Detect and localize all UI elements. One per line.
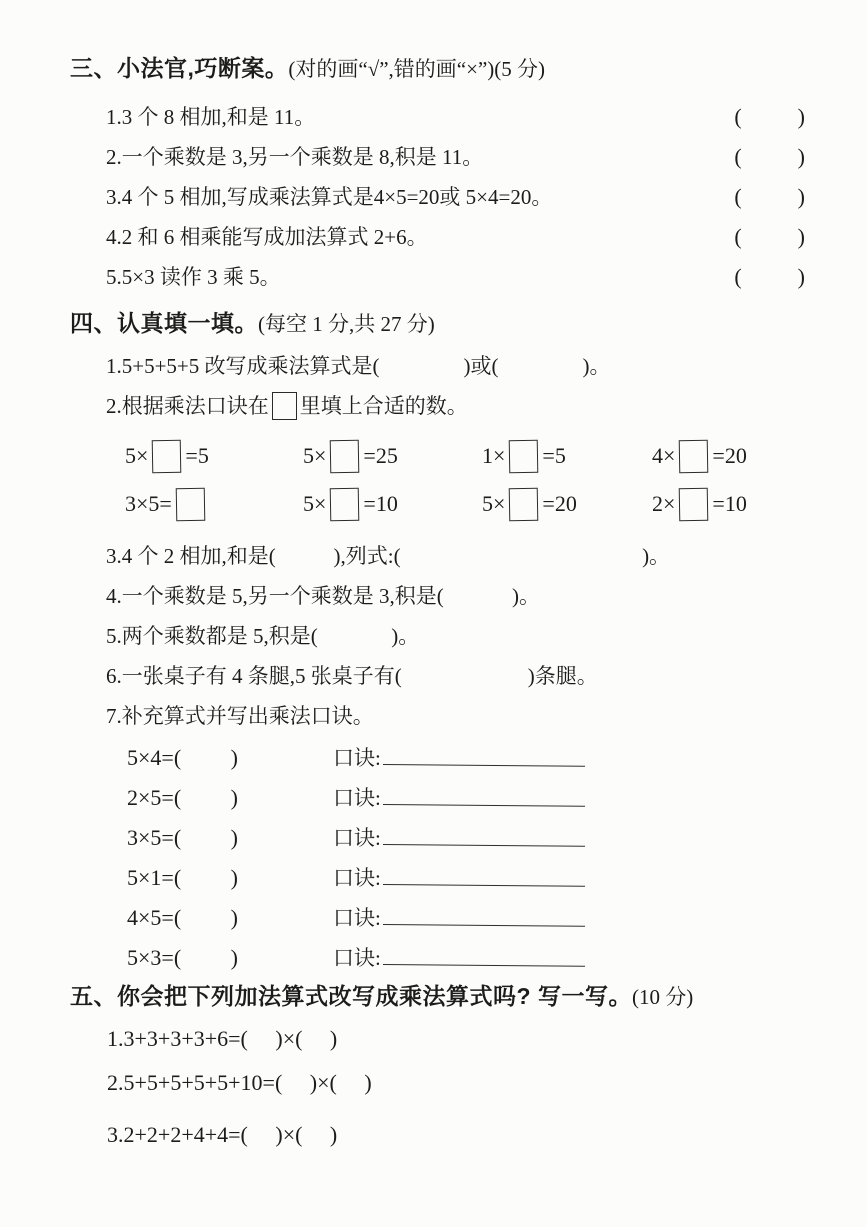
- paren-open: (: [734, 104, 742, 129]
- answer-box: [679, 439, 709, 473]
- kouju-label: 口诀:: [333, 786, 381, 810]
- kouju-expr: 2×5=( ): [127, 785, 238, 810]
- equation-pre: 5×: [125, 443, 149, 468]
- answer-box: [272, 392, 297, 420]
- kouju-expr: 5×3=( ): [127, 945, 238, 970]
- equation-cell: [303, 432, 482, 480]
- section-fill-title-text: 四、认真填一填。: [70, 310, 258, 336]
- equation-post: =20: [712, 443, 747, 468]
- kouju-expr: 5×1=( ): [127, 865, 238, 890]
- judge-item: [70, 97, 827, 137]
- kouju-row: [70, 936, 827, 976]
- kouju-expr: 4×5=( ): [127, 905, 238, 930]
- rewrite-item: 3.2+2+2+4+4=( )×( ): [107, 1122, 338, 1147]
- kouju-row: [70, 856, 827, 896]
- fill-q4: 4.一个乘数是 5,另一个乘数是 3,积是( )。: [106, 584, 540, 608]
- answer-box: [330, 439, 360, 473]
- section-fill-title: [70, 307, 827, 340]
- answer-parens: [734, 137, 805, 177]
- fill-q1: 1.5+5+5+5 改写成乘法算式是( )或( )。: [106, 354, 611, 378]
- paren-open: (: [734, 144, 742, 169]
- judge-item: [70, 257, 827, 297]
- judge-item-text: 2.一个乘数是 3,另一个乘数是 8,积是 11。: [106, 145, 484, 169]
- kouju-blank-line: [383, 896, 585, 927]
- paren-open: (: [734, 224, 742, 249]
- equation-post: =5: [185, 443, 209, 468]
- answer-box: [330, 487, 360, 521]
- fill-q2-pre: 2.根据乘法口诀在: [106, 394, 269, 418]
- answer-parens: [734, 177, 805, 217]
- paren-close: ): [797, 104, 805, 129]
- answer-box: [152, 439, 182, 473]
- section-rewrite-title: [70, 980, 827, 1013]
- fill-q6: 6.一张桌子有 4 条腿,5 张桌子有( )条腿。: [106, 664, 598, 688]
- answer-box: [176, 487, 206, 521]
- equation-pre: 1×: [482, 443, 506, 468]
- equation-post: =20: [542, 491, 577, 516]
- paren-close: ): [797, 144, 805, 169]
- kouju-row: [70, 896, 827, 936]
- answer-parens: [734, 217, 805, 257]
- fill-q2: [70, 386, 827, 426]
- kouju-expr: 3×5=( ): [127, 825, 238, 850]
- kouju-row: [70, 816, 827, 856]
- equation-pre: 5×: [303, 443, 327, 468]
- answer-parens: [734, 257, 805, 297]
- equation-cell: [482, 480, 652, 528]
- judge-item: [70, 217, 827, 257]
- equation-post: =5: [542, 443, 566, 468]
- kouju-blank-line: [383, 936, 585, 967]
- kouju-label: 口诀:: [333, 746, 381, 770]
- equation-cell: [303, 480, 482, 528]
- paren-open: (: [734, 184, 742, 209]
- kouju-blank-line: [383, 736, 585, 767]
- kouju-blank-line: [383, 856, 585, 887]
- section-fill: [70, 307, 827, 976]
- kouju-blank-line: [383, 776, 585, 807]
- answer-box: [509, 487, 539, 521]
- section-judge-title-note: (对的画“√”,错的画“×”)(5 分): [288, 57, 546, 81]
- equation-cell: [652, 480, 827, 528]
- equation-pre: 5×: [303, 491, 327, 516]
- section-judge: [70, 52, 827, 297]
- section-judge-title-text: 三、小法官,巧断案。: [70, 55, 289, 81]
- judge-item-text: 1.3 个 8 相加,和是 11。: [106, 105, 316, 129]
- fill-q7: 7.补充算式并写出乘法口诀。: [106, 704, 374, 728]
- equation-cell: [125, 432, 303, 480]
- kouju-label: 口诀:: [333, 946, 381, 970]
- judge-item-text: 4.2 和 6 相乘能写成加法算式 2+6。: [106, 225, 428, 249]
- fill-q5: 5.两个乘数都是 5,积是( )。: [106, 624, 420, 648]
- judge-item: [70, 137, 827, 177]
- kouju-label: 口诀:: [333, 906, 381, 930]
- equation-post: =25: [363, 443, 398, 468]
- judge-item: [70, 177, 827, 217]
- equation-cell: [125, 480, 303, 528]
- answer-box: [509, 439, 539, 473]
- fill-q2-post: 里填上合适的数。: [299, 394, 468, 418]
- answer-parens: [734, 97, 805, 137]
- rewrite-item: 1.3+3+3+3+6=( )×( ): [107, 1026, 338, 1051]
- section-rewrite-title-note: (10 分): [631, 985, 694, 1009]
- equation-pre: 3×5=: [125, 491, 172, 516]
- equation-grid: [125, 432, 827, 528]
- kouju-expr: 5×4=( ): [127, 745, 238, 770]
- judge-item-text: 3.4 个 5 相加,写成乘法算式是4×5=20或 5×4=20。: [106, 185, 553, 209]
- kouju-label: 口诀:: [333, 826, 381, 850]
- equation-pre: 5×: [482, 491, 506, 516]
- paren-close: ): [797, 264, 805, 289]
- section-rewrite: [70, 980, 827, 1157]
- equation-pre: 4×: [652, 443, 676, 468]
- equation-cell: [482, 432, 652, 480]
- kouju-label: 口诀:: [333, 866, 381, 890]
- equation-pre: 2×: [652, 491, 676, 516]
- kouju-row: [70, 736, 827, 776]
- section-fill-title-note: (每空 1 分,共 27 分): [258, 312, 435, 336]
- kouju-row: [70, 776, 827, 816]
- kouju-blank-line: [383, 816, 585, 847]
- paren-close: ): [797, 184, 805, 209]
- judge-item-text: 5.5×3 读作 3 乘 5。: [106, 265, 281, 289]
- answer-box: [679, 487, 709, 521]
- paren-close: ): [797, 224, 805, 249]
- paren-open: (: [734, 264, 742, 289]
- rewrite-item: 2.5+5+5+5+5+10=( )×( ): [107, 1070, 372, 1095]
- equation-cell: [652, 432, 827, 480]
- fill-q3: 3.4 个 2 相加,和是( ),列式:( )。: [106, 544, 671, 568]
- equation-post: =10: [363, 491, 398, 516]
- section-judge-title: [70, 52, 827, 85]
- equation-post: =10: [712, 491, 747, 516]
- section-rewrite-title-text: 五、你会把下列加法算式改写成乘法算式吗? 写一写。: [70, 983, 632, 1009]
